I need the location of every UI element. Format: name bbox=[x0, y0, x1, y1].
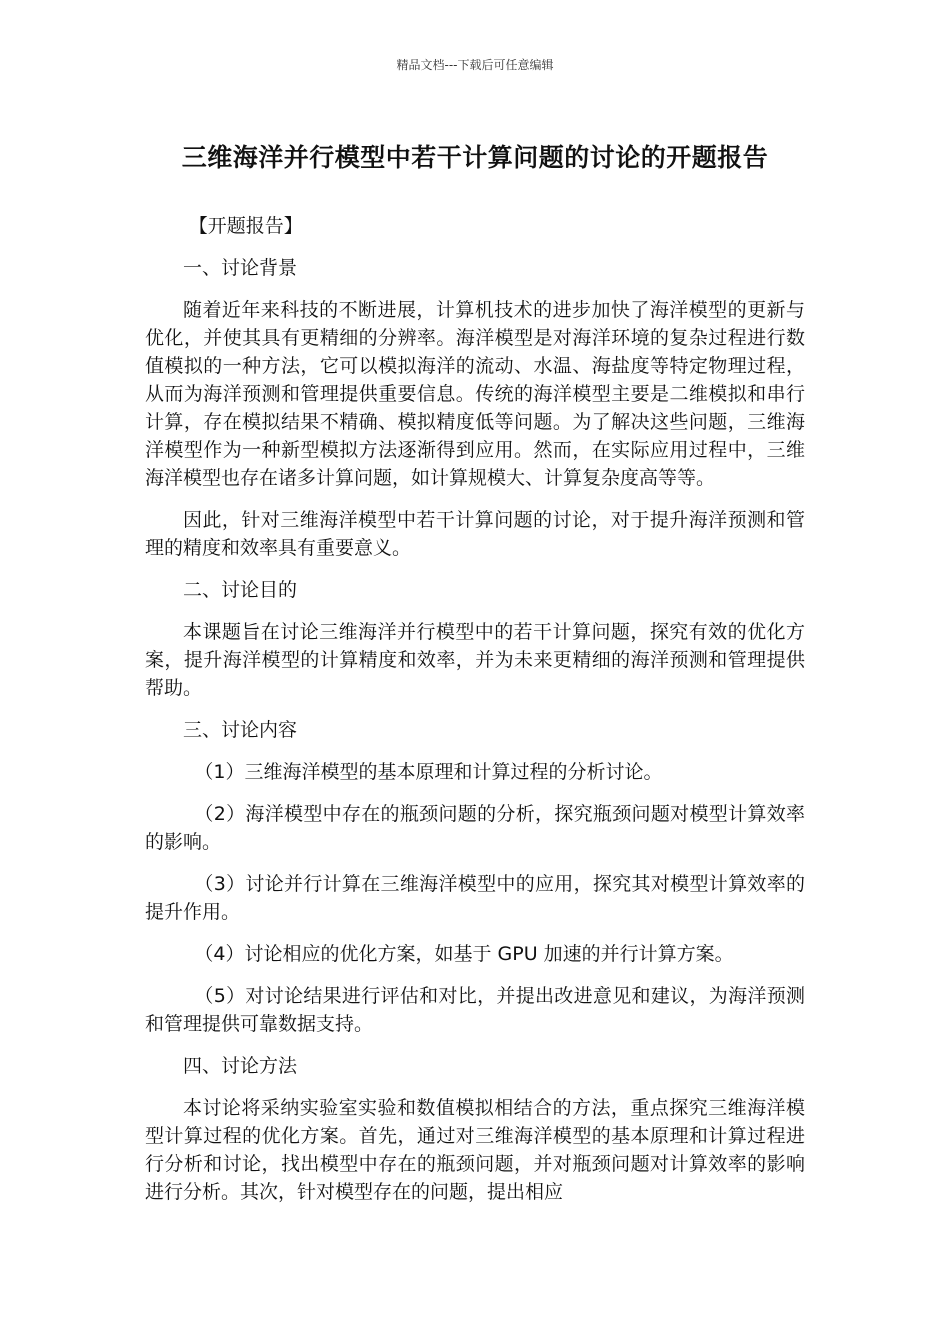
page-header: 精品文档---下载后可任意编辑 bbox=[396, 58, 554, 72]
paragraph-purpose: 本课题旨在讨论三维海洋并行模型中的若干计算问题，探究有效的优化方案，提升海洋模型的计算精度和效率，并为未来更精细的海洋预测和管理提供帮助。 bbox=[145, 621, 805, 699]
list-item: （3）讨论并行计算在三维海洋模型中的应用，探究其对模型计算效率的提升作用。 bbox=[145, 873, 805, 923]
list-item: （2）海洋模型中存在的瓶颈问题的分析，探究瓶颈问题对模型计算效率的影响。 bbox=[145, 803, 805, 853]
document-title: 三维海洋并行模型中若干计算问题的讨论的开题报告 bbox=[181, 143, 769, 172]
section-heading-background: 一、讨论背景 bbox=[183, 257, 298, 279]
paragraph-method: 本讨论将采纳实验室实验和数值模拟相结合的方法，重点探究三维海洋模型计算过程的优化方案。首先，通过对三维海洋模型的基本原理和计算过程进行分析和讨论，找出模型中存在的瓶颈问题，并对瓶颈问题对计算效率的影响进行分析。其次，针对模型存在的问题，提出相应 bbox=[145, 1097, 805, 1203]
list-item: （1）三维海洋模型的基本原理和计算过程的分析讨论。 bbox=[194, 761, 663, 783]
document-body bbox=[145, 212, 805, 1220]
list-item: （4）讨论相应的优化方案，如基于 GPU 加速的并行计算方案。 bbox=[194, 943, 734, 965]
section-heading-content: 三、讨论内容 bbox=[183, 719, 298, 741]
section-heading-purpose: 二、讨论目的 bbox=[183, 579, 298, 601]
list-item: （5）对讨论结果进行评估和对比，并提出改进意见和建议，为海洋预测和管理提供可靠数据支持。 bbox=[145, 985, 805, 1035]
section-heading-method: 四、讨论方法 bbox=[183, 1055, 298, 1077]
paragraph-background-2: 因此，针对三维海洋模型中若干计算问题的讨论，对于提升海洋预测和管理的精度和效率具有重要意义。 bbox=[145, 509, 805, 559]
paragraph-background-1: 随着近年来科技的不断进展，计算机技术的进步加快了海洋模型的更新与优化，并使其具有更精细的分辨率。海洋模型是对海洋环境的复杂过程进行数值模拟的一种方法，它可以模拟海洋的流动、水温、海盐度等特定物理过程，从而为海洋预测和管理提供重要信息。传统的海洋模型主要是二维模拟和串行计算，存在模拟结果不精确、模拟精度低等问题。为了解决这些问题，三维海洋模型作为一种新型模拟方法逐渐得到应用。然而，在实际应用过程中，三维海洋模型也存在诸多计算问题，如计算规模大、计算复杂度高等等。 bbox=[145, 299, 805, 489]
section-label: 【开题报告】 bbox=[188, 215, 303, 237]
